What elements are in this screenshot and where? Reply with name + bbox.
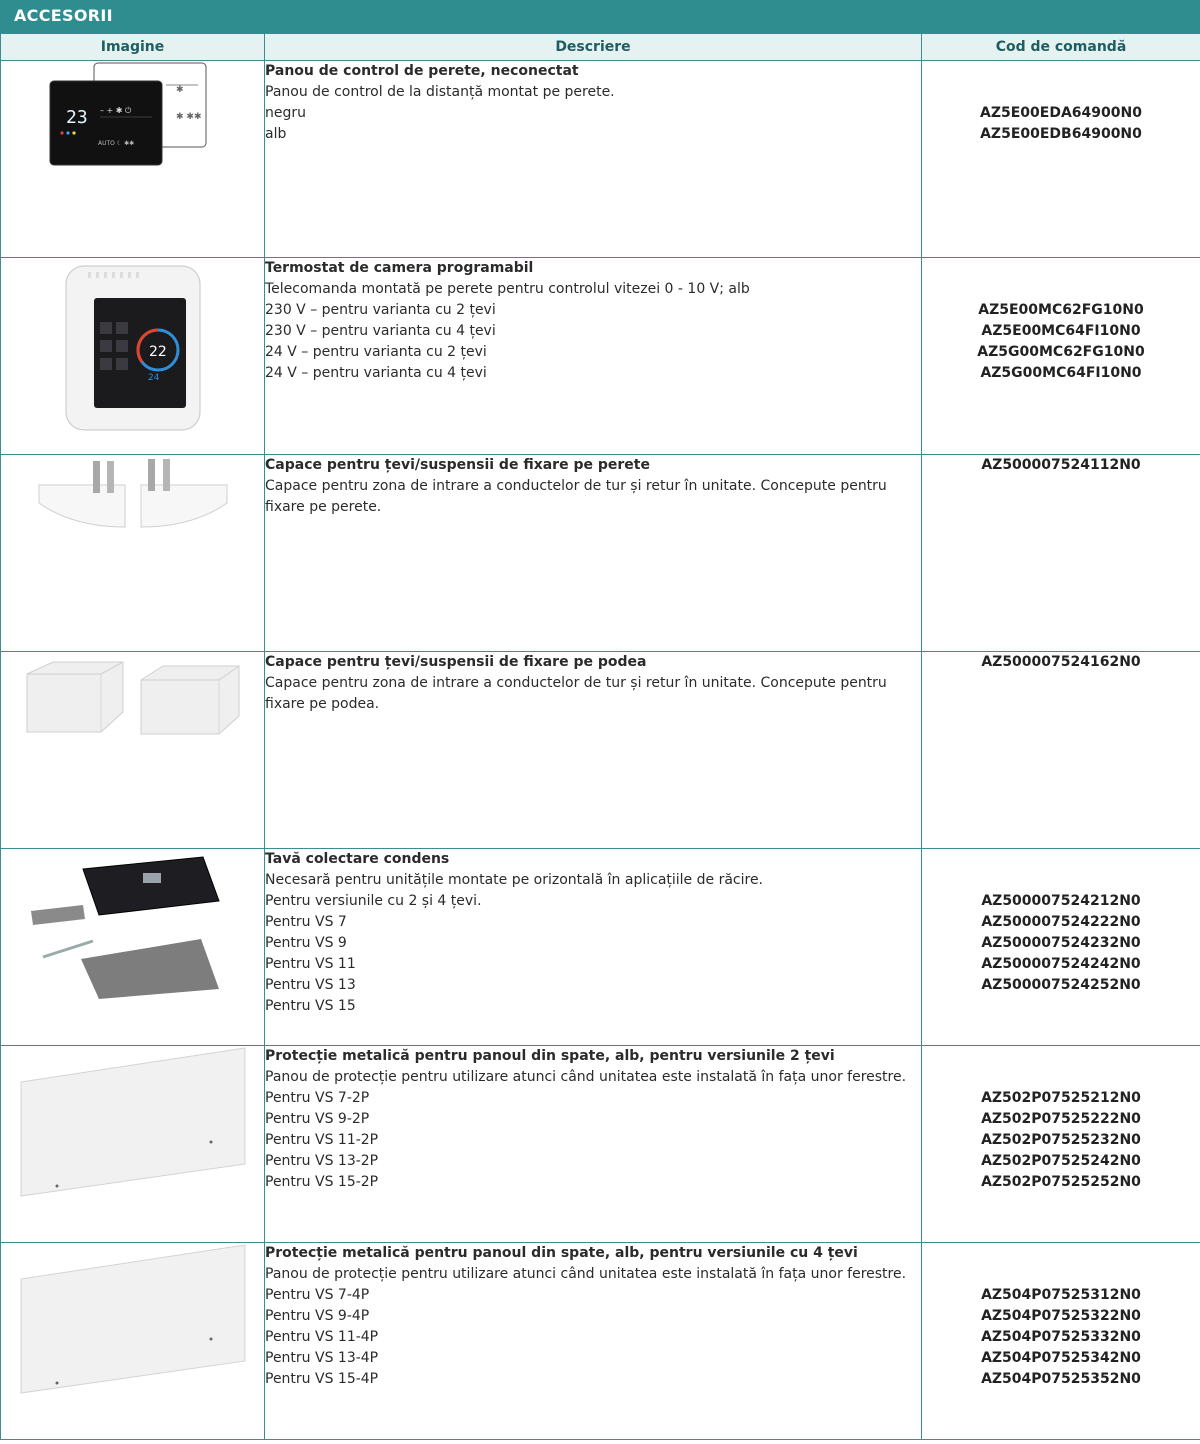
image-cell xyxy=(1,455,265,652)
order-code: AZ504P07525352N0 xyxy=(981,1371,1141,1387)
item-title: Tavă colectare condens xyxy=(265,851,450,867)
table-header-row xyxy=(1,34,1200,61)
order-code: AZ500007524222N0 xyxy=(981,914,1141,930)
description-line: Telecomanda montată pe perete pentru controlul vitezei 0 - 10 V; alb xyxy=(265,281,750,297)
description-line: Pentru VS 7-2P xyxy=(265,1090,370,1106)
order-code: AZ5G00MC64FI10N0 xyxy=(980,365,1142,381)
item-title: Protecție metalică pentru panoul din spate, alb, pentru versiunile cu 4 țevi xyxy=(265,1245,858,1261)
order-code: AZ500007524232N0 xyxy=(981,935,1141,951)
description-line: Pentru VS 13-2P xyxy=(265,1153,379,1169)
description-cell xyxy=(265,1046,922,1243)
metal-back-panel-icon xyxy=(17,1046,249,1198)
order-code: AZ502P07525232N0 xyxy=(981,1132,1141,1148)
description-line: Capace pentru zona de intrare a conductelor de tur și retur în unitate. Concepute pentru xyxy=(265,478,887,494)
description-line: fixare pe podea. xyxy=(265,696,380,712)
column-header-image: Imagine xyxy=(1,34,265,61)
description-line: Pentru VS 15-2P xyxy=(265,1174,379,1190)
description-line: fixare pe perete. xyxy=(265,499,382,515)
floor-pipe-covers-icon xyxy=(23,652,243,742)
description-line: negru xyxy=(265,105,307,121)
image-cell xyxy=(1,61,265,258)
order-code-cell xyxy=(922,1243,1200,1440)
item-title: Capace pentru țevi/suspensii de fixare pe perete xyxy=(265,457,650,473)
description-cell xyxy=(265,1243,922,1440)
description-line: Panou de protecție pentru utilizare atunci când unitatea este instalată în fața unor ferestre. xyxy=(265,1266,907,1282)
order-code-cell xyxy=(922,849,1200,1046)
section-title-bar xyxy=(0,0,1200,33)
item-title: Panou de control de perete, neconectat xyxy=(265,63,579,79)
description-line: 24 V – pentru varianta cu 2 țevi xyxy=(265,344,487,360)
column-header-order-code: Cod de comandă xyxy=(922,34,1200,61)
order-code: AZ5E00EDA64900N0 xyxy=(980,105,1142,121)
order-code: AZ5E00MC64FI10N0 xyxy=(981,323,1141,339)
description-line: Pentru VS 11 xyxy=(265,956,356,972)
room-thermostat-icon xyxy=(58,258,208,438)
svg-text:– + ✱ ⏻: – + ✱ ⏻ xyxy=(99,106,131,115)
description-line: Pentru VS 13 xyxy=(265,977,356,993)
order-code: AZ500007524112N0 xyxy=(981,457,1141,473)
description-cell xyxy=(265,455,922,652)
order-code: AZ500007524242N0 xyxy=(981,956,1141,972)
thermostat-setpoint: 24 xyxy=(147,373,159,383)
order-code: AZ500007524252N0 xyxy=(981,977,1141,993)
order-code: AZ500007524162N0 xyxy=(981,654,1141,670)
table-row xyxy=(1,61,1200,258)
wall-control-panel-icon xyxy=(48,61,218,171)
image-cell xyxy=(1,258,265,455)
image-cell xyxy=(1,849,265,1046)
order-code: AZ5E00MC62FG10N0 xyxy=(978,302,1144,318)
order-code-cell xyxy=(922,1046,1200,1243)
svg-text:AUTO ☾ ✱✱: AUTO ☾ ✱✱ xyxy=(97,140,134,147)
description-cell xyxy=(265,849,922,1046)
order-code: AZ504P07525312N0 xyxy=(981,1287,1141,1303)
description-line: Pentru VS 7-4P xyxy=(265,1287,370,1303)
table-row xyxy=(1,652,1200,849)
table-row xyxy=(1,455,1200,652)
image-cell xyxy=(1,1243,265,1440)
description-line: alb xyxy=(265,126,287,142)
description-line: Pentru VS 15-4P xyxy=(265,1371,379,1387)
order-code: AZ504P07525322N0 xyxy=(981,1308,1141,1324)
description-line: 230 V – pentru varianta cu 2 țevi xyxy=(265,302,496,318)
description-line: Capace pentru zona de intrare a conductelor de tur și retur în unitate. Concepute pentru xyxy=(265,675,887,691)
svg-text:✱ ✱✱: ✱ ✱✱ xyxy=(175,112,201,122)
description-cell xyxy=(265,258,922,455)
panel-temperature: 23 xyxy=(65,107,88,128)
column-header-description: Descriere xyxy=(265,34,922,61)
order-code: AZ502P07525242N0 xyxy=(981,1153,1141,1169)
description-line: Pentru VS 9 xyxy=(265,935,347,951)
description-line: Pentru VS 13-4P xyxy=(265,1350,379,1366)
description-line: 24 V – pentru varianta cu 4 țevi xyxy=(265,365,487,381)
description-line: Necesară pentru unitățile montate pe orizontală în aplicațiile de răcire. xyxy=(265,872,764,888)
item-title: Capace pentru țevi/suspensii de fixare pe podea xyxy=(265,654,647,670)
metal-back-panel-icon xyxy=(17,1243,249,1395)
order-code-cell xyxy=(922,61,1200,258)
svg-text:✱: ✱ xyxy=(175,85,184,95)
table-row xyxy=(1,1046,1200,1243)
order-code: AZ5G00MC62FG10N0 xyxy=(977,344,1145,360)
description-line: Pentru VS 11-4P xyxy=(265,1329,379,1345)
order-code: AZ504P07525342N0 xyxy=(981,1350,1141,1366)
thermostat-temperature: 22 xyxy=(148,344,167,360)
order-code: AZ502P07525212N0 xyxy=(981,1090,1141,1106)
accessories-table xyxy=(0,33,1200,1440)
table-row xyxy=(1,849,1200,1046)
description-line: Pentru VS 9-4P xyxy=(265,1308,370,1324)
item-title: Protecție metalică pentru panoul din spate, alb, pentru versiunile 2 țevi xyxy=(265,1048,835,1064)
description-line: Panou de control de la distanță montat pe perete. xyxy=(265,84,615,100)
description-line: Pentru VS 15 xyxy=(265,998,356,1014)
order-code: AZ502P07525222N0 xyxy=(981,1111,1141,1127)
order-code: AZ502P07525252N0 xyxy=(981,1174,1141,1190)
table-row xyxy=(1,1243,1200,1440)
order-code: AZ5E00EDB64900N0 xyxy=(980,126,1142,142)
description-line: Pentru versiunile cu 2 și 4 țevi. xyxy=(265,893,482,909)
order-code: AZ500007524212N0 xyxy=(981,893,1141,909)
description-line: Pentru VS 7 xyxy=(265,914,347,930)
order-code: AZ504P07525332N0 xyxy=(981,1329,1141,1345)
order-code-cell xyxy=(922,455,1200,652)
item-title: Termostat de camera programabil xyxy=(265,260,534,276)
table-row xyxy=(1,258,1200,455)
description-line: Pentru VS 11-2P xyxy=(265,1132,379,1148)
order-code-cell xyxy=(922,258,1200,455)
description-line: 230 V – pentru varianta cu 4 țevi xyxy=(265,323,496,339)
description-cell xyxy=(265,652,922,849)
description-line: Pentru VS 9-2P xyxy=(265,1111,370,1127)
image-cell xyxy=(1,652,265,849)
condensate-tray-icon xyxy=(23,849,243,999)
description-cell xyxy=(265,61,922,258)
description-line: Panou de protecție pentru utilizare atunci când unitatea este instalată în fața unor ferestre. xyxy=(265,1069,907,1085)
image-cell xyxy=(1,1046,265,1243)
section-title: ACCESORII xyxy=(14,6,113,25)
order-code-cell xyxy=(922,652,1200,849)
wall-pipe-covers-icon xyxy=(33,455,233,535)
